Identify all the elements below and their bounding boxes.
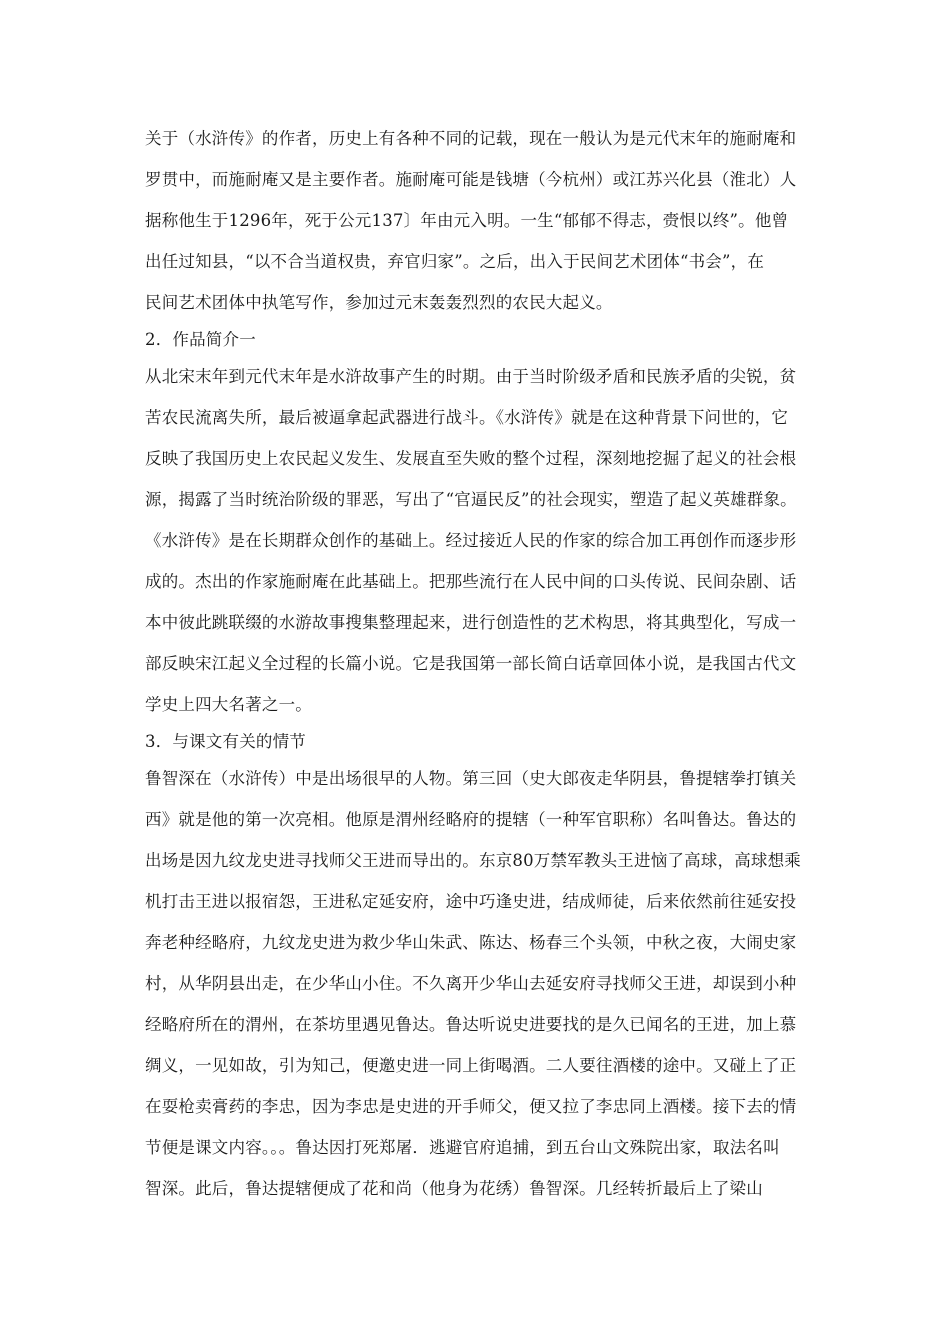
- text-line: 奔老种经略府，九纹龙史进为救少华山朱武、陈达、杨春三个头领，中秋之夜，大闹史家: [145, 933, 797, 952]
- text-line: 节便是课文内容。。。鲁达因打死郑屠．逃避官府追捕，到五台山文殊院出家，取法名叫: [145, 1138, 780, 1157]
- text-line: 成的。杰出的作家施耐庵在此基础上。把那些流行在人民中间的口头传说、民间杂剧、话: [145, 572, 797, 591]
- text-line: 西》就是他的第一次亮相。他原是渭州经略府的提辖（一种军官职称）名叫鲁达。鲁达的: [145, 810, 797, 829]
- text-line: 鲁智深在（水浒传）中是出场很早的人物。第三回（史大郎夜走华阴县，鲁提辖拳打镇关: [145, 769, 797, 788]
- text-line: 民间艺术团体中执笔写作，参加过元末轰轰烈烈的农民大起义。: [145, 293, 613, 312]
- section-heading: 3．与课文有关的情节: [145, 732, 306, 751]
- text-line: 本中彼此跳联缀的水游故事搜集整理起来，进行创造性的艺术构思，将其典型化，写成一: [145, 613, 797, 632]
- text-line: 机打击王进以报宿怨，王进私定延安府，途中巧逢史进，结成师徒，后来依然前往延安投: [145, 892, 797, 911]
- text-line: 从北宋末年到元代末年是水浒故事产生的时期。由于当时阶级矛盾和民族矛盾的尖锐，贫: [145, 367, 797, 386]
- text-line: 经略府所在的渭州，在茶坊里遇见鲁达。鲁达听说史进要找的是久已闻名的王进，加上慕: [145, 1015, 797, 1034]
- text-line: 学史上四大名著之一。: [145, 695, 312, 714]
- text-line: 关于（水浒传》的作者，历史上有各种不同的记载，现在一般认为是元代末年的施耐庵和: [145, 129, 797, 148]
- text-line: 源，揭露了当时统治阶级的罪恶，写出了“官逼民反”的社会现实，塑造了起义英雄群象。: [145, 490, 797, 509]
- text-line: 出场是因九纹龙史进寻找师父王进而导出的。东京80万禁军教头王进恼了高球，高球想乘: [145, 851, 801, 870]
- text-line: 绸义，一见如故，引为知己，便邀史进一同上街喝酒。二人要往酒楼的途中。又碰上了正: [145, 1056, 797, 1075]
- text-line: 《水浒传》是在长期群众创作的基础上。经过接近人民的作家的综合加工再创作而逐步形: [145, 531, 797, 550]
- text-line: 智深。此后，鲁达提辖便成了花和尚（他身为花绣）鲁智深。几经转折最后上了梁山: [145, 1179, 763, 1198]
- text-line: 罗贯中，而施耐庵又是主要作者。施耐庵可能是钱塘（今杭州）或江苏兴化县（淮北）人: [145, 170, 797, 189]
- text-line: 据称他生于1296年，死于公元137〕年由元入明。一生“郁郁不得志，赍恨以终”。他曾: [145, 211, 789, 230]
- text-line: 出任过知县，“以不合当道权贵，弃官归家”。之后，出入于民间艺术团体“书会”，在: [145, 252, 765, 271]
- text-line: 反映了我国历史上农民起义发生、发展直至失败的整个过程，深刻地挖掘了起义的社会根: [145, 449, 797, 468]
- text-line: 苦农民流离失所，最后被逼拿起武器进行战斗。《水浒传》就是在这种背景下问世的，它: [145, 408, 789, 427]
- section-heading: 2．作品简介一: [145, 330, 256, 349]
- text-line: 部反映宋江起义全过程的长篇小说。它是我国第一部长简白话章回体小说，是我国古代文: [145, 654, 797, 673]
- text-line: 在耍枪卖膏药的李忠，因为李忠是史进的开手师父，便又拉了李忠同上酒楼。接下去的情: [145, 1097, 797, 1116]
- text-line: 村，从华阴县出走，在少华山小住。不久离开少华山去延安府寻找师父王进，却误到小种: [145, 974, 797, 993]
